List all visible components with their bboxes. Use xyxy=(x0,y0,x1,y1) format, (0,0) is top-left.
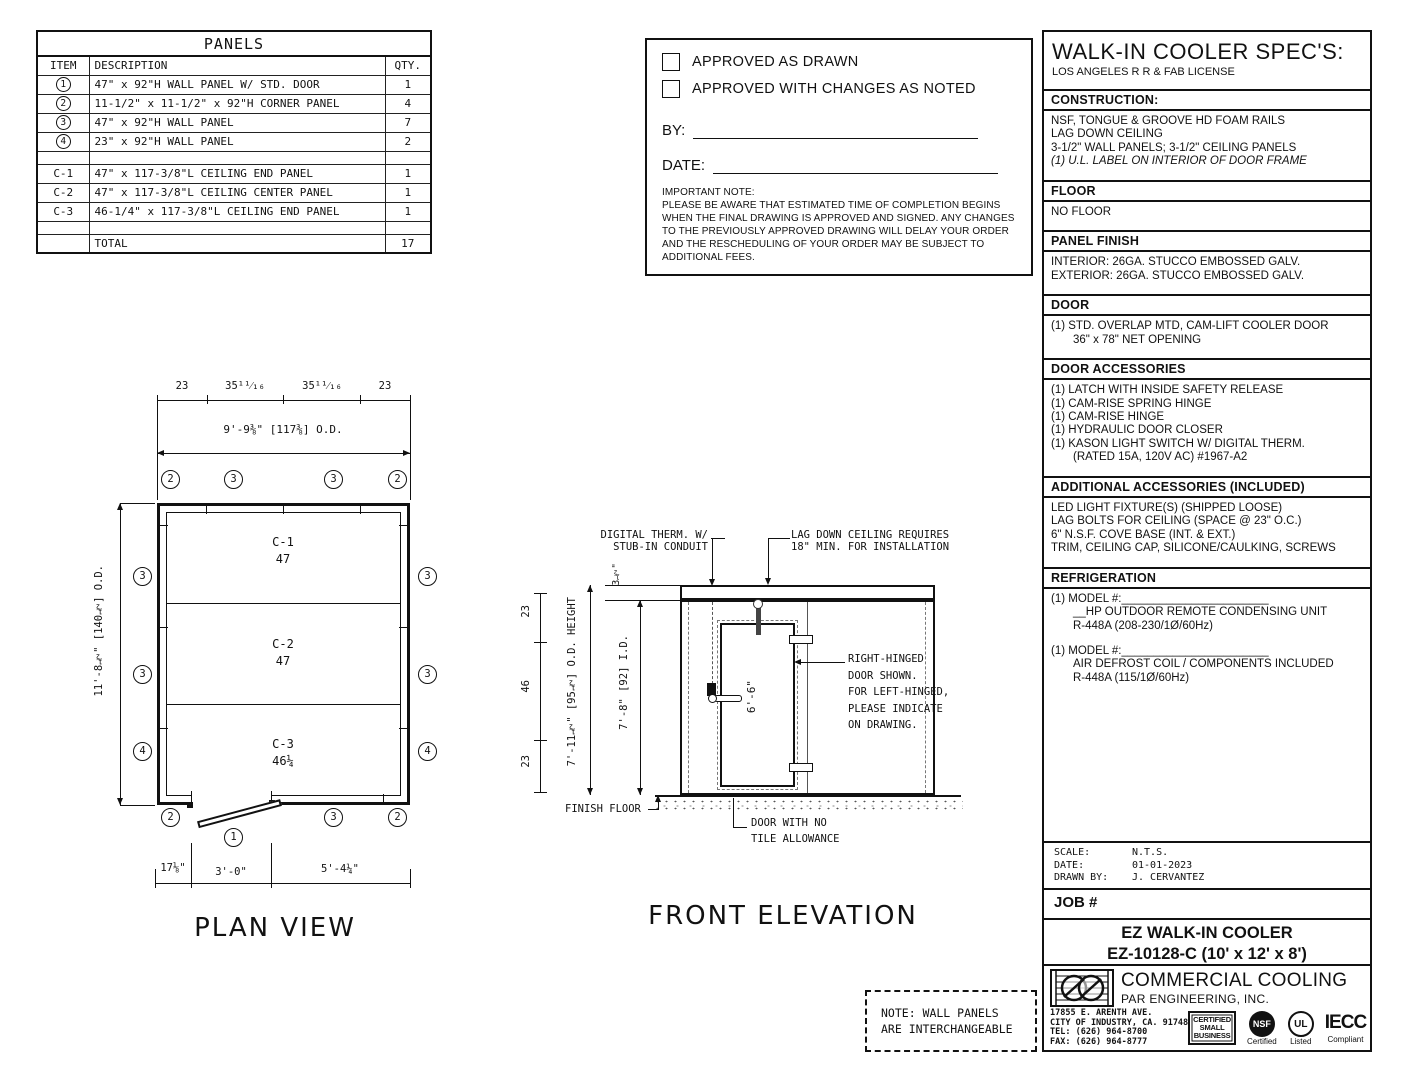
row-description: 46-1/4" x 117-3/8"L CEILING END PANEL xyxy=(89,202,385,221)
total-label: TOTAL xyxy=(89,234,385,253)
spec-line: (RATED 15A, 120V AC) #1967-A2 xyxy=(1073,451,1248,464)
row-qty: 7 xyxy=(385,113,431,132)
iecc-icon: IECC xyxy=(1324,1012,1367,1033)
spec-line: AIR DEFROST COIL / COMPONENTS INCLUDED xyxy=(1073,658,1334,671)
row-qty: 2 xyxy=(385,132,431,151)
od-height-label: 7'-11½" [95½] O.D. HEIGHT xyxy=(566,597,578,767)
dim-tick xyxy=(534,740,547,741)
company-block xyxy=(1042,966,1372,1052)
approval-box xyxy=(645,38,1033,276)
dim-arrow xyxy=(587,585,593,592)
table-row xyxy=(37,75,431,94)
product-title-block xyxy=(1042,920,1372,966)
section-body-door xyxy=(1044,316,1370,353)
extension-line xyxy=(410,395,411,500)
spec-line: (1) KASON LIGHT SWITCH W/ DIGITAL THERM. xyxy=(1051,437,1305,450)
dim-arrow xyxy=(403,450,410,456)
date-signature-line[interactable] xyxy=(713,158,998,174)
address-line: 17855 E. ARENTH AVE. xyxy=(1050,1008,1153,1018)
dim-arrow xyxy=(117,503,123,510)
leader-line xyxy=(733,798,734,828)
leader-line xyxy=(768,538,769,580)
dim-line xyxy=(155,883,410,884)
dim-label: 17⅛" xyxy=(160,862,186,874)
plan-view-drawing xyxy=(85,375,465,960)
od-width-label: 9'-9⅜" [117⅜] O.D. xyxy=(223,423,343,436)
approved-as-drawn-row xyxy=(662,53,1016,71)
approved-with-changes-row xyxy=(662,80,1016,98)
table-row-blank xyxy=(37,151,431,164)
date-label: DATE: xyxy=(1054,859,1085,871)
spec-line: LAG BOLTS FOR CEILING (SPACE @ 23" O.C.) xyxy=(1051,515,1302,528)
door-hinge-mark xyxy=(187,802,193,808)
digital-therm-callout xyxy=(560,529,708,553)
dim-tick xyxy=(283,395,284,404)
row-description: 47" x 117-3/8"L CEILING END PANEL xyxy=(89,164,385,183)
table-row-blank xyxy=(37,221,431,234)
segment-dim-label: 23 xyxy=(520,605,532,618)
stub-in-conduit xyxy=(712,602,713,684)
dim-tick xyxy=(360,395,361,404)
spec-line: 36" x 78" NET OPENING xyxy=(1073,333,1202,346)
plan-view-title: PLAN VIEW xyxy=(194,913,356,943)
panel-marker: 3 xyxy=(324,808,343,827)
spec-title: WALK-IN COOLER SPEC'S: xyxy=(1052,39,1344,64)
ground-texture xyxy=(653,798,963,813)
table-row xyxy=(37,164,431,183)
important-note-title: IMPORTANT NOTE: xyxy=(662,187,755,198)
panel-marker: 4 xyxy=(418,742,437,761)
leader-line xyxy=(711,538,725,539)
iecc-label: Compliant xyxy=(1327,1035,1364,1044)
dim-arrow xyxy=(637,600,643,607)
section-header-floor: FLOOR xyxy=(1044,180,1370,202)
item-number-circle: 3 xyxy=(56,115,71,130)
leader-arrow xyxy=(655,795,661,802)
panel-marker: 2 xyxy=(161,470,180,489)
date-label: DATE: xyxy=(662,157,706,174)
section-body-panel-finish xyxy=(1044,252,1370,289)
right-hinged-callout xyxy=(848,651,949,734)
ceiling-panel-joint xyxy=(167,704,400,705)
section-body-additional-accessories xyxy=(1044,498,1370,562)
iecc-badge xyxy=(1325,1011,1366,1044)
callout-line: LAG DOWN CEILING REQUIRES xyxy=(791,529,950,541)
scale-value: N.T.S. xyxy=(1132,847,1169,858)
row-qty: 1 xyxy=(385,202,431,221)
callout-line: ON DRAWING. xyxy=(848,719,918,731)
dim-tick xyxy=(155,878,156,887)
col-header-item: ITEM xyxy=(37,56,89,75)
dim-arrow xyxy=(117,798,123,805)
drawn-by-value: J. CERVANTEZ xyxy=(1132,872,1205,883)
spec-line: LED LIGHT FIXTURE(S) (SHIPPED LOOSE) xyxy=(1051,501,1283,514)
joint-tick xyxy=(383,794,384,805)
segment-dim-label: 23 xyxy=(520,755,532,768)
row-item: C-2 xyxy=(37,183,89,202)
col-header-description: DESCRIPTION xyxy=(89,56,385,75)
extension-line xyxy=(120,805,155,806)
spec-line: (1) U.L. LABEL ON INTERIOR OF DOOR FRAME xyxy=(1051,155,1307,168)
dim-tick xyxy=(207,395,208,404)
leader-line xyxy=(800,662,845,663)
dim-line xyxy=(640,600,641,795)
finish-floor-label: FINISH FLOOR xyxy=(565,803,641,815)
spec-line: (1) MODEL #:_______________________ xyxy=(1051,644,1269,657)
panel-marker: 3 xyxy=(418,567,437,586)
note-line: ARE INTERCHANGEABLE xyxy=(881,1022,1013,1036)
note-line: NOTE: WALL PANELS xyxy=(881,1006,999,1020)
ceiling-thickness-label: 3½" xyxy=(611,563,622,586)
joint-tick xyxy=(399,525,410,526)
dim-arrow xyxy=(587,788,593,795)
callout-line: TILE ALLOWANCE xyxy=(751,833,840,845)
leader-line xyxy=(768,538,790,539)
extension-line xyxy=(120,503,155,504)
date-row xyxy=(662,157,1016,174)
dim-line xyxy=(590,585,591,795)
item-number-circle: 1 xyxy=(56,77,71,92)
callout-line: DOOR SHOWN. xyxy=(848,669,918,682)
section-header-panel-finish: PANEL FINISH xyxy=(1044,230,1370,252)
dim-tick xyxy=(271,878,272,887)
floor-line xyxy=(655,795,961,797)
section-header-construction: CONSTRUCTION: xyxy=(1044,89,1370,111)
ul-badge xyxy=(1288,1011,1314,1046)
job-number-block: JOB # xyxy=(1042,890,1372,920)
ceiling-panel-name: C-2 xyxy=(272,637,294,651)
ceiling-panel-size: 47 xyxy=(275,552,291,566)
approved-with-changes-checkbox[interactable] xyxy=(662,80,680,98)
row-qty: 1 xyxy=(385,75,431,94)
door-panel-marker: 1 xyxy=(224,828,243,847)
front-elevation-drawing xyxy=(505,525,1005,931)
panel-marker: 3 xyxy=(133,567,152,586)
panel-marker: 3 xyxy=(224,470,243,489)
panel-marker: 4 xyxy=(133,742,152,761)
spec-subtitle: LOS ANGELES R R & FAB LICENSE xyxy=(1052,66,1235,78)
row-description: 23" x 92"H WALL PANEL xyxy=(89,132,385,151)
product-model: EZ-10128-C (10' x 12' x 8') xyxy=(1107,944,1307,963)
row-description: 47" x 92"H WALL PANEL xyxy=(89,113,385,132)
section-header-door-accessories: DOOR ACCESSORIES xyxy=(1044,358,1370,380)
joint-tick xyxy=(399,627,410,628)
panel-marker: 3 xyxy=(324,470,343,489)
company-address xyxy=(1050,1009,1188,1047)
ceiling-panel-size: 47 xyxy=(275,654,291,668)
spec-line: (1) HYDRAULIC DOOR CLOSER xyxy=(1051,424,1223,437)
callout-line: STUB-IN CONDUIT xyxy=(613,541,708,553)
address-line: FAX: (626) 964-8777 xyxy=(1050,1036,1148,1047)
ul-label: Listed xyxy=(1290,1037,1312,1046)
panel-joint-dashed xyxy=(688,602,689,793)
spec-line: (1) STD. OVERLAP MTD, CAM-LIFT COOLER DOOR xyxy=(1051,320,1329,333)
spec-line: NO FLOOR xyxy=(1051,205,1112,218)
row-item: C-3 xyxy=(37,202,89,221)
lag-ceiling-callout xyxy=(791,529,1001,553)
ceiling-panel-size: 46¼ xyxy=(272,754,294,768)
leader-arrow xyxy=(765,578,771,585)
dim-line xyxy=(120,503,121,805)
panel-marker: 3 xyxy=(133,665,152,684)
important-note xyxy=(662,186,1016,264)
row-description: 11-1/2" x 11-1/2" x 92"H CORNER PANEL xyxy=(89,94,385,113)
item-number-circle: 2 xyxy=(56,96,71,111)
dim-line xyxy=(540,593,541,793)
door-height-label: 6'-6" xyxy=(745,680,758,714)
scale-label: SCALE: xyxy=(1054,847,1091,858)
leader-line xyxy=(733,827,747,828)
door-tile-callout xyxy=(751,815,840,847)
certified-small-business-badge xyxy=(1188,1011,1236,1045)
spec-line: 6" N.S.F. COVE BASE (INT. & EXT.) xyxy=(1051,528,1236,541)
ceiling-slab xyxy=(680,585,935,600)
joint-tick xyxy=(399,728,410,729)
panels-table-title: PANELS xyxy=(37,31,431,56)
dim-tick xyxy=(534,642,547,643)
company-subname: PAR ENGINEERING, INC. xyxy=(1121,992,1270,1006)
by-signature-line[interactable] xyxy=(693,123,978,139)
product-name: EZ WALK-IN COOLER xyxy=(1121,924,1293,942)
callout-line: FOR LEFT-HINGED, xyxy=(848,686,950,698)
csb-line: CERTIFIED xyxy=(1193,1015,1231,1024)
row-qty: 1 xyxy=(385,164,431,183)
row-qty: 1 xyxy=(385,183,431,202)
spec-line: INTERIOR: 26GA. STUCCO EMBOSSED GALV. xyxy=(1051,256,1301,269)
ul-icon: UL xyxy=(1288,1011,1314,1037)
panel-marker: 3 xyxy=(418,665,437,684)
leader-line xyxy=(712,538,713,581)
table-row xyxy=(37,94,431,113)
panel-marker: 2 xyxy=(388,808,407,827)
ceiling-panel-name: C-1 xyxy=(272,535,294,549)
scale-block xyxy=(1042,843,1372,890)
dim-label: 3'-0" xyxy=(215,866,247,878)
section-header-door: DOOR xyxy=(1044,294,1370,316)
spec-line: (1) LATCH WITH INSIDE SAFETY RELEASE xyxy=(1051,384,1284,397)
joint-tick xyxy=(157,525,168,526)
dim-label: 5'-4¼" xyxy=(321,863,359,875)
approved-as-drawn-label: APPROVED AS DRAWN xyxy=(692,54,859,70)
leader-arrow xyxy=(794,659,801,665)
dim-tick xyxy=(534,593,547,594)
by-label: BY: xyxy=(662,122,686,139)
nsf-label: Certified xyxy=(1246,1037,1277,1046)
callout-line: 18" MIN. FOR INSTALLATION xyxy=(791,541,950,553)
segment-dim-label: 46 xyxy=(520,680,532,693)
callout-line: RIGHT-HINGED xyxy=(848,653,924,665)
table-row xyxy=(37,183,431,202)
section-body-refrigeration xyxy=(1044,589,1370,692)
csb-line: BUSINESS xyxy=(1193,1031,1231,1040)
section-body-floor xyxy=(1044,202,1370,225)
dim-line xyxy=(157,453,410,454)
csb-line: SMALL xyxy=(1199,1023,1225,1032)
row-item: C-1 xyxy=(37,164,89,183)
dim-label: 23 xyxy=(378,380,392,392)
table-row xyxy=(37,113,431,132)
important-note-body: PLEASE BE AWARE THAT ESTIMATED TIME OF COMPLETION BEGINS WHEN THE FINAL DRAWING IS APPROVED AND SIGNED. ANY CHANGES TO THE PREVIOUSLY APPROVED DRAWING WILL DELAY YOUR ORDER AND THE RESCHEDULING OF YOUR ORDER MAY BE SUBJECT TO ADDITIONAL FEES. xyxy=(662,200,1015,263)
spec-line: (1) MODEL #:_______________________ xyxy=(1051,592,1269,605)
section-body-door-accessories xyxy=(1044,380,1370,471)
extension-line xyxy=(605,600,680,601)
dim-tick xyxy=(534,792,547,793)
section-header-refrigeration: REFRIGERATION xyxy=(1044,567,1370,589)
dim-arrow xyxy=(157,450,164,456)
col-header-qty: QTY. xyxy=(385,56,431,75)
spec-panel xyxy=(1042,30,1372,843)
nsf-badge xyxy=(1247,1011,1277,1046)
panel-marker: 2 xyxy=(388,470,407,489)
id-height-label: 7'-8" [92] I.D. xyxy=(618,635,630,730)
item-number-circle: 4 xyxy=(56,134,71,149)
row-description: 47" x 92"H WALL PANEL W/ STD. DOOR xyxy=(89,75,385,94)
company-name: COMMERCIAL COOLING xyxy=(1121,970,1348,991)
table-row-total xyxy=(37,234,431,253)
door-closer-knob xyxy=(753,599,763,609)
ceiling-panel-joint xyxy=(167,603,400,604)
company-logo xyxy=(1050,969,1114,1007)
front-elevation-title: FRONT ELEVATION xyxy=(648,901,918,931)
door-hinge xyxy=(789,763,813,772)
spec-line: TRIM, CEILING CAP, SILICONE/CAULKING, SCREWS xyxy=(1051,542,1336,555)
spec-line: R-448A (115/1Ø/60Hz) xyxy=(1073,671,1190,684)
extension-line xyxy=(157,395,158,500)
by-row xyxy=(662,122,1016,139)
dim-tick xyxy=(191,878,192,887)
dim-tick xyxy=(410,878,411,887)
joint-tick xyxy=(157,728,168,729)
spec-line: NSF, TONGUE & GROOVE HD FOAM RAILS xyxy=(1051,115,1286,127)
joint-tick xyxy=(283,503,284,514)
row-qty: 4 xyxy=(385,94,431,113)
panel-marker: 2 xyxy=(161,808,180,827)
table-row xyxy=(37,132,431,151)
door-closer xyxy=(756,607,761,635)
joint-tick xyxy=(360,503,361,514)
callout-line: DOOR WITH NO xyxy=(751,817,827,829)
callout-line: DIGITAL THERM. W/ xyxy=(600,529,708,541)
spec-line: R-448A (208-230/1Ø/60Hz) xyxy=(1073,619,1213,632)
total-qty: 17 xyxy=(385,234,431,253)
wall-panels-note xyxy=(865,990,1037,1052)
address-line: TEL: (626) 964-8700 xyxy=(1050,1027,1148,1037)
drawn-by-label: DRAWN BY: xyxy=(1054,872,1109,883)
nsf-icon: NSF xyxy=(1249,1011,1275,1037)
od-height-label: 11'-8½" [140½] O.D. xyxy=(93,565,105,697)
date-value: 01-01-2023 xyxy=(1132,859,1193,871)
approved-with-changes-label: APPROVED WITH CHANGES AS NOTED xyxy=(692,81,976,97)
door-handle xyxy=(714,695,742,702)
spec-line: __HP OUTDOOR REMOTE CONDENSING UNIT xyxy=(1073,606,1328,619)
dim-label: 35¹¹⁄₁₆ xyxy=(302,380,342,392)
spec-line: 3-1/2" WALL PANELS; 3-1/2" CEILING PANELS xyxy=(1051,141,1297,154)
joint-tick xyxy=(157,627,168,628)
callout-line: PLEASE INDICATE xyxy=(848,702,943,715)
section-header-additional-accessories: ADDITIONAL ACCESSORIES (INCLUDED) xyxy=(1044,476,1370,498)
ceiling-panel-name: C-3 xyxy=(272,737,294,751)
dim-arrow xyxy=(637,788,643,795)
door-hinge xyxy=(789,635,813,644)
approved-as-drawn-checkbox[interactable] xyxy=(662,53,680,71)
joint-tick xyxy=(206,503,207,514)
spec-line: EXTERIOR: 26GA. STUCCO EMBOSSED GALV. xyxy=(1051,269,1305,282)
door-handle-cam xyxy=(708,694,717,703)
dim-label: 35¹¹⁄₁₆ xyxy=(225,380,265,392)
row-description: 47" x 117-3/8"L CEILING CENTER PANEL xyxy=(89,183,385,202)
leader-line xyxy=(658,801,659,810)
address-line: CITY OF INDUSTRY, CA. 91748 xyxy=(1050,1017,1189,1028)
section-body-construction xyxy=(1044,111,1370,175)
panels-table xyxy=(36,30,432,254)
spec-line: LAG DOWN CEILING xyxy=(1051,128,1163,141)
spec-line: (1) CAM-RISE HINGE xyxy=(1051,410,1165,423)
dim-label: 23 xyxy=(175,380,189,392)
spec-line: (1) CAM-RISE SPRING HINGE xyxy=(1051,397,1212,410)
table-row xyxy=(37,202,431,221)
